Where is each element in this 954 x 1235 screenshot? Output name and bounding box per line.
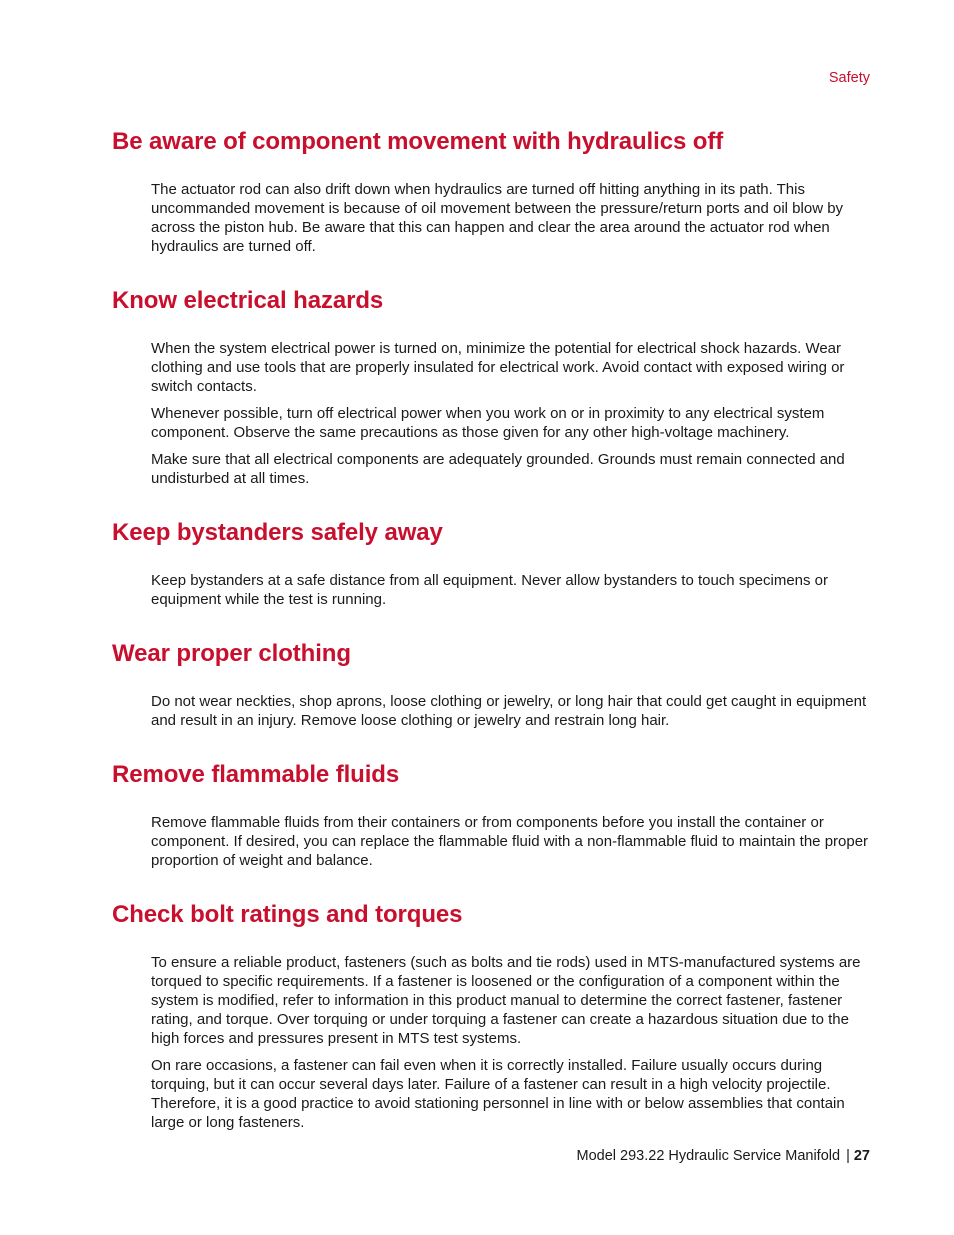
- section-paragraph: Remove flammable fluids from their containers or from components before you install the container or component. If desired, you can replace the flammable fluid with a non-flammable fluid to maintain the proper proportion of weight and balance.: [151, 814, 869, 869]
- section-heading: Remove flammable fluids: [112, 761, 400, 788]
- footer-document-title: Model 293.22 Hydraulic Service Manifold: [576, 1148, 841, 1164]
- section-paragraph: Make sure that all electrical components are adequately grounded. Grounds must remain connected and undisturbed at all times.: [151, 451, 845, 487]
- page-number: 27: [853, 1148, 870, 1164]
- section-paragraph: The actuator rod can also drift down when hydraulics are turned off hitting anything in its path. This uncommanded movement is because of oil movement between the pressure/return ports and oil blow by across the piston hub. Be aware that this can happen and clear the area around the actuator rod when hydraulics are turned off.: [151, 181, 844, 255]
- page-content: [112, 126, 872, 1161]
- section-hydraulics-off: [112, 126, 872, 256]
- section-paragraph: To ensure a reliable product, fasteners (such as bolts and tie rods) used in MTS-manufactured systems are torqued to specific requirements. If a fastener is loosened or the configuration of a component within the system is modified, refer to information in this product manual to determine the correct fastener, fastener rating, and torque. Over torquing or under torquing a fastener can create a hazardous situation due to the high forces and pressures present in MTS test systems.: [151, 954, 861, 1047]
- section-paragraph: On rare occasions, a fastener can fail even when it is correctly installed. Failure usually occurs during torquing, but it can occur several days later. Failure of a fastener can result in a high velocity projectile. Therefore, it is a good practice to avoid stationing personnel in line with or below assemblies that contain large or long fasteners.: [151, 1057, 845, 1131]
- section-bystanders: [112, 517, 872, 609]
- section-paragraph: When the system electrical power is turned on, minimize the potential for electrical shock hazards. Wear clothing and use tools that are properly insulated for electrical work. Avoid contact with exposed wiring or switch contacts.: [151, 340, 845, 395]
- section-heading: Be aware of component movement with hydraulics off: [112, 128, 724, 155]
- section-heading: Keep bystanders safely away: [112, 519, 443, 546]
- page-footer: [577, 1148, 870, 1164]
- section-clothing: [112, 638, 872, 730]
- section-flammable-fluids: [112, 759, 872, 870]
- section-paragraph: Keep bystanders at a safe distance from all equipment. Never allow bystanders to touch specimens or equipment while the test is running.: [151, 572, 829, 608]
- section-heading: Check bolt ratings and torques: [112, 901, 463, 928]
- section-electrical-hazards: [112, 285, 872, 488]
- section-heading: Know electrical hazards: [112, 287, 384, 314]
- running-header-section-label: Safety: [828, 70, 870, 86]
- footer-separator: |: [846, 1148, 850, 1164]
- section-paragraph: Do not wear neckties, shop aprons, loose clothing or jewelry, or long hair that could get caught in equipment and result in an injury. Remove loose clothing or jewelry and restrain long hair.: [151, 693, 867, 729]
- section-heading: Wear proper clothing: [112, 640, 351, 667]
- section-paragraph: Whenever possible, turn off electrical power when you work on or in proximity to any electrical system component. Observe the same precautions as those given for any other high-voltage machinery.: [151, 405, 825, 441]
- section-bolt-ratings: [112, 899, 872, 1132]
